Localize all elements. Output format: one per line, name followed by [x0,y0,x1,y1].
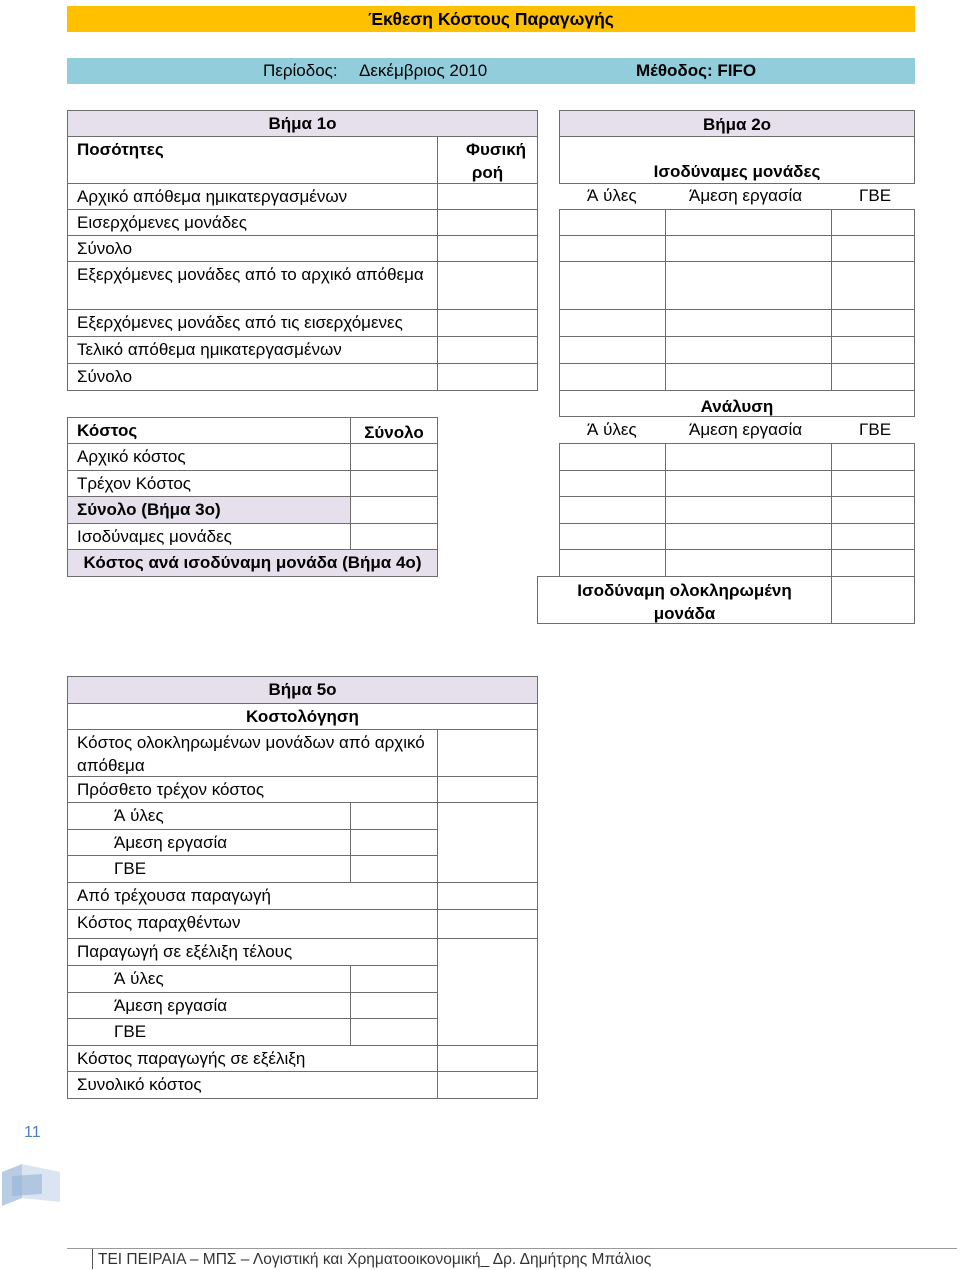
step1-row-out-from-incoming: Εξερχόμενες μονάδες από τις εισερχόμενες [67,309,438,337]
cost-value-equivalent-units[interactable] [350,523,438,550]
analysis-cell[interactable] [559,443,666,471]
analysis-cell[interactable] [665,470,832,497]
step1-row-opening-wip: Αρχικό απόθεμα ημικατεργασμένων [67,183,438,210]
quantities-header: Ποσότητες [67,136,438,184]
step2-cell[interactable] [665,363,832,391]
step2-cell[interactable] [559,363,666,391]
step5-row-labour: Άμεση εργασία [67,829,351,856]
step1-value-total-out[interactable] [437,363,538,391]
step5-value[interactable] [437,802,538,883]
step5-sub-value[interactable] [350,829,438,856]
step5-row-cost-produced: Κόστος παραχθέντων [67,909,438,939]
analysis-cell[interactable] [831,470,915,497]
step2-cell[interactable] [831,336,915,364]
step5-value[interactable] [437,938,538,1046]
step5-sub-value[interactable] [350,1018,438,1046]
step5-row-additional-cost: Πρόσθετο τρέχον κόστος [67,776,438,803]
step2-cell[interactable] [831,209,915,236]
step5-sub-value[interactable] [350,992,438,1019]
cost-per-unit-row: Κόστος ανά ισοδύναμη μονάδα (Βήμα 4ο) [67,549,438,577]
footer-divider [67,1248,957,1249]
cost-value-opening[interactable] [350,443,438,471]
step1-value-incoming[interactable] [437,209,538,236]
analysis-cell[interactable] [665,523,832,550]
step5-row-wip-cost: Κόστος παραγωγής σε εξέλιξη [67,1045,438,1072]
equivalent-unit-label: Ισοδύναμη ολοκληρωμένη μονάδα [537,576,832,624]
footer-text: ΤΕΙ ΠΕΙΡΑΙΑ – ΜΠΣ – Λογιστική και Χρηματοοικονομική_ Δρ. Δημήτρης Μπάλιος [98,1251,652,1268]
step5-row-overhead-2: ΓΒΕ [67,1018,351,1046]
analysis-title: Ανάλυση [559,390,915,417]
step1-row-closing-wip: Τελικό απόθεμα ημικατεργασμένων [67,336,438,364]
analysis-col-materials: Ά ύλες [587,420,637,439]
step2-title: Βήμα 2ο [559,110,915,137]
step2-subtitle: Ισοδύναμες μονάδες [559,136,915,184]
step1-value-out-from-incoming[interactable] [437,309,538,337]
step2-cell[interactable] [665,261,832,310]
step5-value[interactable] [437,1045,538,1072]
step1-value-out-from-opening[interactable] [437,261,538,310]
cost-row-opening: Αρχικό κόστος [67,443,351,471]
step2-cell[interactable] [559,336,666,364]
analysis-cell[interactable] [831,443,915,471]
step5-row-opening-completed: Κόστος ολοκληρωμένων μονάδων από αρχικό απόθεμα [67,729,438,777]
step5-value[interactable] [437,1071,538,1099]
step5-row-materials: Ά ύλες [67,802,351,830]
step5-row-overhead: ΓΒΕ [67,855,351,883]
step2-col-labour: Άμεση εργασία [689,186,803,205]
step5-sub-value[interactable] [350,965,438,993]
step1-row-incoming: Εισερχόμενες μονάδες [67,209,438,236]
step1-row-total: Σύνολο [67,235,438,262]
cost-value-total-step3[interactable] [350,496,438,524]
step1-row-total-out: Σύνολο [67,363,438,391]
step5-title: Βήμα 5ο [67,676,538,704]
step1-row-out-from-opening: Εξερχόμενες μονάδες από το αρχικό απόθεμα [67,261,438,310]
analysis-col-overhead: ΓΒΕ [859,420,892,439]
physical-flow-header: Φυσική ροή [437,136,538,184]
method-label: Μέθοδος: FIFO [636,61,757,80]
cost-value-current[interactable] [350,470,438,497]
step5-value[interactable] [437,776,538,803]
analysis-col-labour: Άμεση εργασία [689,420,803,439]
analysis-cell[interactable] [665,443,832,471]
analysis-cell[interactable] [559,470,666,497]
step5-row-closing-wip: Παραγωγή σε εξέλιξη τέλους [67,938,438,966]
report-title: Έκθεση Κόστους Παραγωγής [67,6,915,32]
analysis-cell[interactable] [559,549,666,577]
step2-cell[interactable] [665,336,832,364]
step2-cell[interactable] [831,309,915,337]
step2-cell[interactable] [665,209,832,236]
step1-title: Βήμα 1ο [67,110,538,137]
step5-value[interactable] [437,729,538,777]
cost-row-equivalent-units: Ισοδύναμες μονάδες [67,523,351,550]
step2-cell[interactable] [831,363,915,391]
step1-value-closing-wip[interactable] [437,336,538,364]
step5-value[interactable] [437,882,538,910]
logo-icon [2,1164,60,1206]
equivalent-unit-value[interactable] [831,576,915,624]
step5-subtitle: Κοστολόγηση [67,703,538,730]
cost-total-header: Σύνολο [350,417,438,444]
analysis-cell[interactable] [559,523,666,550]
step1-value-total[interactable] [437,235,538,262]
step5-row-labour-2: Άμεση εργασία [67,992,351,1019]
step2-cell[interactable] [665,309,832,337]
step2-col-materials: Ά ύλες [587,186,637,205]
analysis-cell[interactable] [831,523,915,550]
analysis-cell[interactable] [665,496,832,524]
cost-header: Κόστος [67,417,351,444]
period-label: Περίοδος: [263,61,338,80]
step5-sub-value[interactable] [350,802,438,830]
analysis-cell[interactable] [831,496,915,524]
page-number: 11 [24,1124,41,1141]
step2-col-overhead: ΓΒΕ [859,186,892,205]
step5-row-total-cost: Συνολικό κόστος [67,1071,438,1099]
cost-row-total-step3: Σύνολο (Βήμα 3ο) [67,496,351,524]
period-bar [67,58,915,84]
step5-value[interactable] [437,909,538,939]
step2-cell[interactable] [831,261,915,310]
step1-value-opening-wip[interactable] [437,183,538,210]
footer-separator [92,1249,93,1269]
step2-cell[interactable] [665,235,832,262]
analysis-cell[interactable] [665,549,832,577]
analysis-cell[interactable] [559,496,666,524]
step2-cell[interactable] [559,261,666,310]
step2-cell[interactable] [559,309,666,337]
step2-cell[interactable] [831,235,915,262]
step5-row-materials-2: Ά ύλες [67,965,351,993]
step5-sub-value[interactable] [350,855,438,883]
period-value: Δεκέμβριος 2010 [359,61,488,80]
analysis-cell[interactable] [831,549,915,577]
step2-cell[interactable] [559,235,666,262]
step2-cell[interactable] [559,209,666,236]
step5-row-from-current: Από τρέχουσα παραγωγή [67,882,438,910]
cost-row-current: Τρέχον Κόστος [67,470,351,497]
